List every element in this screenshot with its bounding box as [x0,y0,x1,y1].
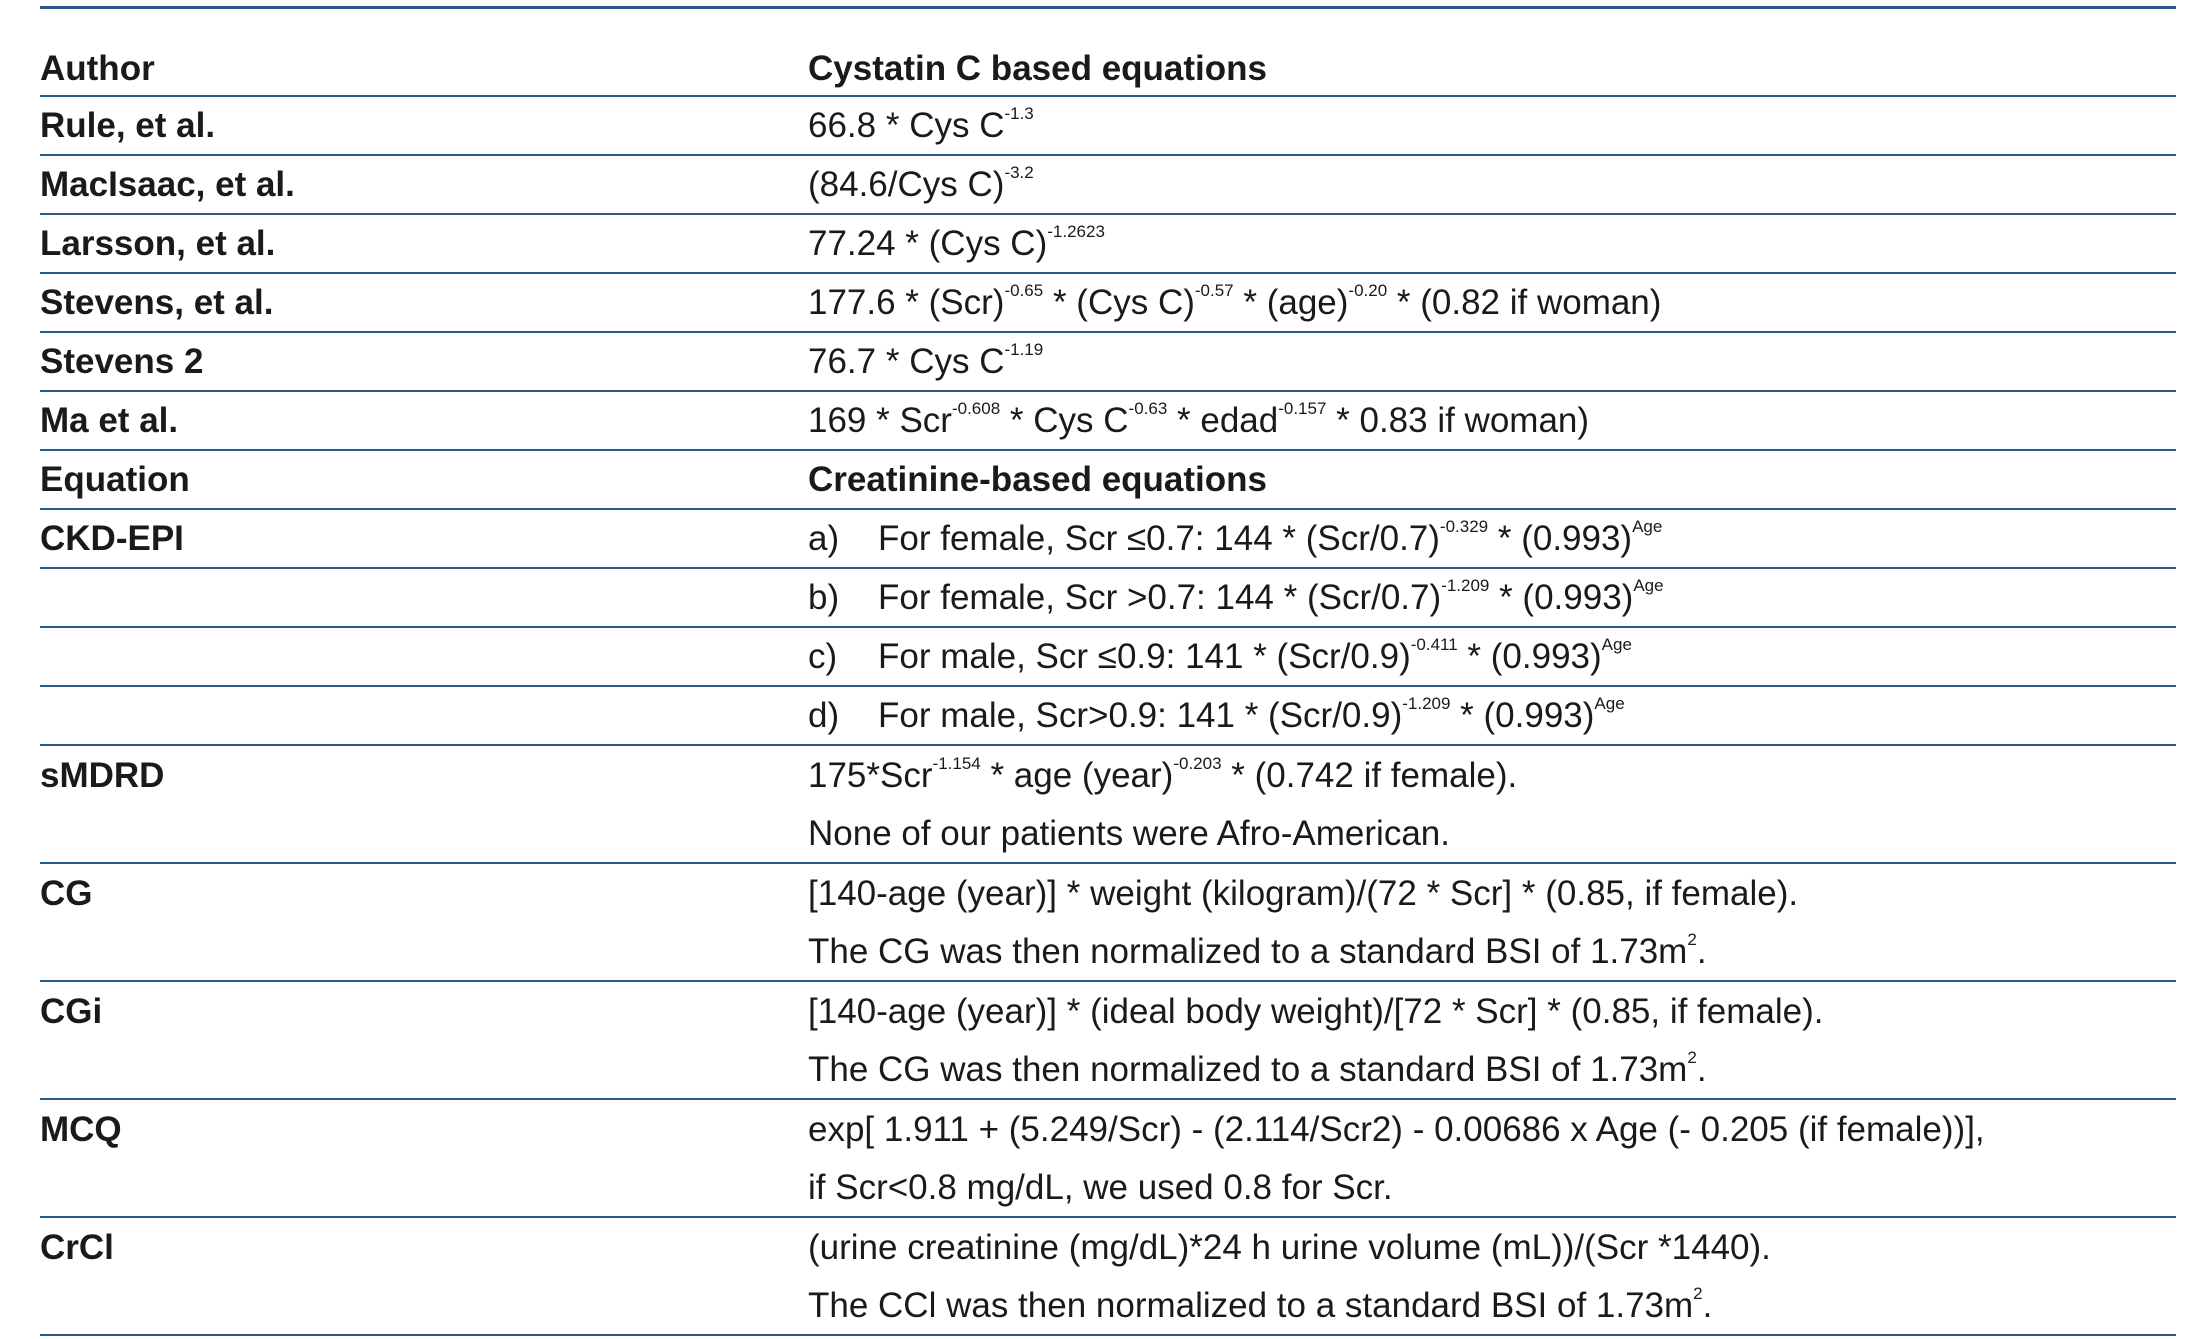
table-row [40,923,2176,982]
formula-text: For male, Scr ≤0.9: 141 * (Scr/0.9) [878,636,1411,676]
row-formula [808,1168,2176,1208]
formula-text: [140-age (year)] * weight (kilogram)/(72 * Scr] * (0.85, if female). [808,873,1799,913]
row-formula [808,398,2176,441]
formula-text: . [1696,1049,1707,1089]
formula-text: * (0.993) [1457,636,1602,676]
row-formula [808,992,2176,1032]
formula-text: [140-age (year)] * (ideal body weight)/[72 * Scr] * (0.85, if female). [808,991,1824,1031]
formula-exponent: 2 [1687,929,1697,949]
row-label: CrCl [40,1227,114,1267]
table-row [40,333,2176,392]
cystatin-section [40,97,2176,451]
row-label: Stevens, et al. [40,282,274,322]
table-row [40,687,2176,746]
formula-text: 177.6 * (Scr) [808,282,1005,322]
row-label: CG [40,873,93,913]
formula-item-label: c) [808,636,838,676]
creatinine-section [40,510,2176,1336]
formula-text: 77.24 * (Cys C) [808,223,1048,263]
formula-item-label: b) [808,577,840,617]
formula-exponent: -0.411 [1410,634,1458,654]
formula-text: * Cys C [1000,400,1129,440]
formula-exponent: Age [1594,693,1625,713]
table-row [40,569,2176,628]
formula-text: * (0.82 if woman) [1387,282,1662,322]
row-formula [808,1228,2176,1268]
row-formula [808,1110,2176,1150]
table-row [40,392,2176,451]
table-row [40,510,2176,569]
formula-text: * (0.993) [1489,577,1634,617]
formula-exponent: -1.19 [1004,339,1044,359]
table-row [40,1277,2176,1336]
table-row [40,982,2176,1041]
formula-exponent: -0.608 [951,398,1001,418]
header-creatinine: Creatinine-based equations [808,459,1267,499]
formula-text: * edad [1167,400,1279,440]
formula-exponent: 2 [1693,1283,1703,1303]
table-row [40,274,2176,333]
row-formula [808,280,2176,323]
formula-exponent: 2 [1687,1047,1697,1067]
formula-text: * (Cys C) [1043,282,1195,322]
formula-exponent: -1.209 [1402,693,1451,713]
row-formula [808,516,2176,559]
formula-text: 169 * Scr [808,400,952,440]
table-row [40,97,2176,156]
table-row [40,156,2176,215]
formula-text: 66.8 * Cys C [808,105,1005,145]
formula-exponent: -1.209 [1441,575,1490,595]
header-row-creatinine [40,451,2176,510]
formula-exponent: -0.65 [1004,280,1044,300]
row-formula [808,693,2176,736]
row-label: CGi [40,991,103,1031]
row-label: CKD-EPI [40,518,184,558]
formula-text: * (0.742 if female). [1221,755,1518,795]
formula-exponent: Age [1632,516,1663,536]
formula-exponent: Age [1633,575,1664,595]
formula-text: The CCl was then normalized to a standard BSI of 1.73m [808,1285,1694,1325]
header-author: Author [40,48,155,88]
equations-table [40,6,2176,1336]
formula-text: None of our patients were Afro-American. [808,813,1450,853]
formula-text: The CG was then normalized to a standard BSI of 1.73m [808,1049,1688,1089]
formula-exponent: -1.154 [932,753,981,773]
row-formula [808,1047,2176,1090]
row-label: sMDRD [40,755,165,795]
table-row [40,215,2176,274]
formula-item-label: d) [808,695,840,735]
table-row [40,1218,2176,1277]
formula-text: . [1702,1285,1713,1325]
formula-text: For female, Scr ≤0.7: 144 * (Scr/0.7) [878,518,1440,558]
formula-text: . [1696,931,1707,971]
row-formula [808,103,2176,146]
table-row [40,864,2176,923]
formula-exponent: -0.20 [1348,280,1388,300]
formula-exponent: -1.3 [1004,103,1034,123]
table-row [40,628,2176,687]
header-equation: Equation [40,459,190,499]
row-label: MCQ [40,1109,122,1149]
table-row [40,746,2176,805]
formula-exponent: -0.329 [1439,516,1489,536]
row-formula [808,339,2176,382]
formula-text: For female, Scr >0.7: 144 * (Scr/0.7) [878,577,1442,617]
formula-text: exp[ 1.911 + (5.249/Scr) - (2.114/Scr2) - 0.00686 x Age (- 0.205 (if female))], [808,1109,1985,1149]
formula-text: 76.7 * Cys C [808,341,1005,381]
formula-exponent: -0.157 [1278,398,1327,418]
formula-text: For male, Scr>0.9: 141 * (Scr/0.9) [878,695,1403,735]
row-label: Ma et al. [40,400,179,440]
formula-exponent: -3.2 [1004,162,1034,182]
formula-item-label: a) [808,518,840,558]
row-formula [808,575,2176,618]
row-formula [808,1283,2176,1326]
formula-exponent: -0.57 [1194,280,1234,300]
formula-text: The CG was then normalized to a standard BSI of 1.73m [808,931,1688,971]
row-formula [808,814,2176,854]
row-formula [808,221,2176,264]
row-label: MacIsaac, et al. [40,164,295,204]
table-row [40,1100,2176,1159]
row-formula [808,874,2176,914]
formula-exponent: -0.63 [1128,398,1168,418]
row-formula [808,162,2176,205]
formula-text: 175*Scr [808,755,933,795]
row-formula [808,929,2176,972]
formula-exponent: -1.2623 [1047,221,1105,241]
formula-text: * age (year) [980,755,1174,795]
row-label: Rule, et al. [40,105,216,145]
formula-text: (84.6/Cys C) [808,164,1005,204]
row-formula [808,753,2176,796]
table-row [40,805,2176,864]
table-row [40,1041,2176,1100]
formula-text: if Scr<0.8 mg/dL, we used 0.8 for Scr. [808,1167,1393,1207]
formula-text: * (0.993) [1488,518,1633,558]
formula-exponent: -0.203 [1173,753,1222,773]
formula-text: (urine creatinine (mg/dL)*24 h urine volume (mL))/(Scr *1440). [808,1227,1771,1267]
formula-text: * 0.83 if woman) [1326,400,1590,440]
row-label: Stevens 2 [40,341,204,381]
header-cystatin: Cystatin C based equations [808,48,1267,88]
row-label: Larsson, et al. [40,223,276,263]
header-row-cystatin [40,9,2176,97]
formula-text: * (age) [1233,282,1349,322]
formula-exponent: Age [1601,634,1632,654]
row-formula [808,634,2176,677]
table-row [40,1159,2176,1218]
formula-text: * (0.993) [1450,695,1595,735]
